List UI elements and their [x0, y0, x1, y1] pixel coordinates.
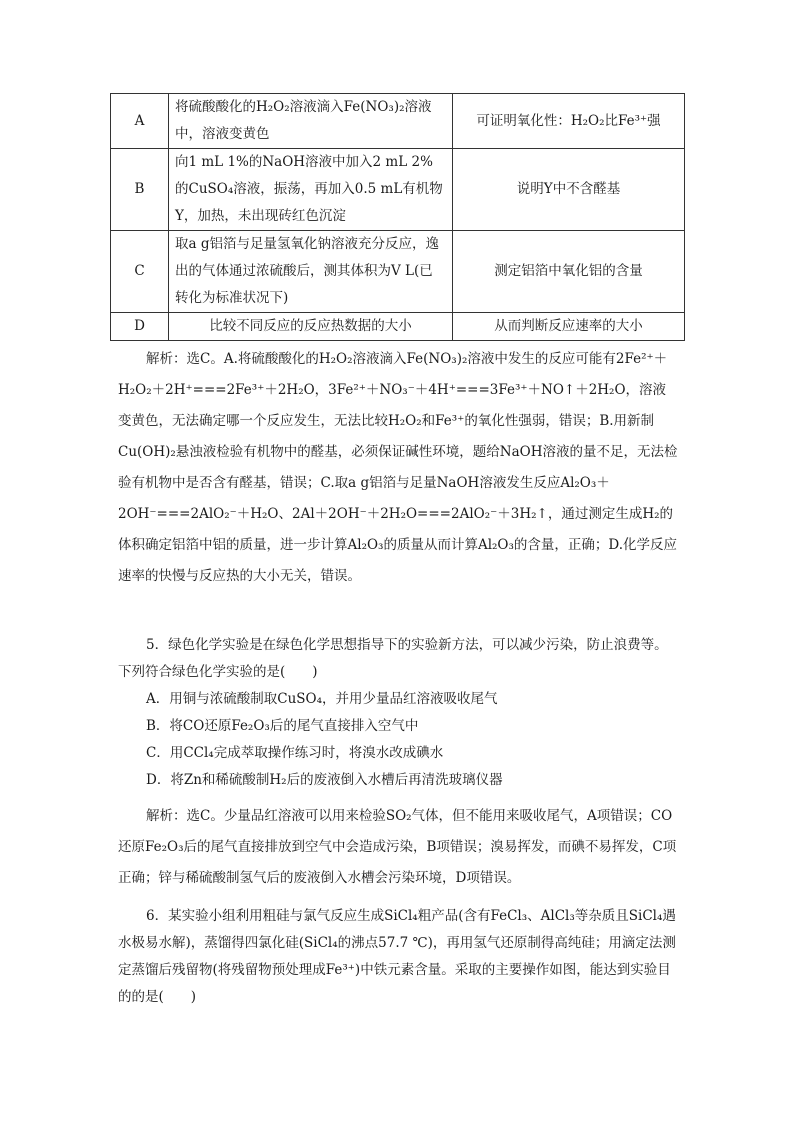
- row-operation: 取a g铝箔与足量氢氧化钠溶液充分反应，逸出的气体通过浓硫酸后，测其体积为V L(已转化为标准状况下): [169, 231, 453, 313]
- row-label: A: [111, 94, 169, 149]
- question-5-option-d: D．将Zn和稀硫酸制H₂后的废液倒入水槽后再清洗玻璃仪器: [146, 772, 503, 788]
- table-row: [111, 94, 685, 149]
- question-5-option-a: A．用铜与浓硫酸制取CuSO₄，并用少量品红溶液吸收尾气: [146, 691, 498, 707]
- row-conclusion: 说明Y中不含醛基: [453, 149, 685, 231]
- question-6-stem: 6．某实验小组利用粗硅与氯气反应生成SiCl₄粗产品(含有FeCl₃、AlCl₃等杂质且SiCl₄遇水极易水解)，蒸馏得四氯化硅(SiCl₄的沸点57.7 ℃)，再用氢气还原制得高纯硅；用滴定法测定蒸馏后残留物(将残留物预处理成Fe³⁺)中铁元素含量。采取的主要操作如图，能达到实验目的的是( ): [118, 908, 676, 1005]
- table-row: [111, 149, 685, 231]
- row-label: D: [111, 313, 169, 341]
- row-conclusion: 可证明氧化性：H₂O₂比Fe³⁺强: [453, 94, 685, 149]
- question-5-stem: 5．绿色化学实验是在绿色化学思想指导下的实验新方法，可以减少污染，防止浪费等。下列符合绿色化学实验的是( ): [118, 637, 668, 680]
- table-row: [111, 313, 685, 341]
- row-operation: 将硫酸酸化的H₂O₂溶液滴入Fe(NO₃)₂溶液中，溶液变黄色: [169, 94, 453, 149]
- experiment-table: [110, 93, 685, 341]
- solution-4-text: 解析：选C。A.将硫酸酸化的H₂O₂溶液滴入Fe(NO₃)₂溶液中发生的反应可能有2Fe²⁺＋H₂O₂＋2H⁺===2Fe³⁺＋2H₂O，3Fe²⁺＋NO₃⁻＋4H⁺===3Fe³⁺＋NO↑＋2H₂O，溶液变黄色，无法确定哪一个反应发生，无法比较H₂O₂和Fe³⁺的氧化性强弱，错误；B.用新制Cu(OH)₂悬浊液检验有机物中的醛基，必须保证碱性环境，题给NaOH溶液的量不足，无法检验有机物中是否含有醛基，错误；C.取a g铝箔与足量NaOH溶液发生反应Al₂O₃＋2OH⁻===2AlO₂⁻＋H₂O、2Al＋2OH⁻＋2H₂O===2AlO₂⁻＋3H₂↑，通过测定生成H₂的体积确定铝箔中铝的质量，进一步计算Al₂O₃的质量从而计算Al₂O₃的含量，正确；D.化学反应速率的快慢与反应热的大小无关，错误。: [118, 351, 678, 584]
- row-conclusion: 从而判断反应速率的大小: [453, 313, 685, 341]
- row-conclusion: 测定铝箔中氧化铝的含量: [453, 231, 685, 313]
- question-5-option-c: C．用CCl₄完成萃取操作练习时，将溴水改成碘水: [146, 745, 444, 761]
- row-operation: 向1 mL 1%的NaOH溶液中加入2 mL 2%的CuSO₄溶液，振荡，再加入0.5 mL有机物Y，加热，未出现砖红色沉淀: [169, 149, 453, 231]
- row-operation: 比较不同反应的反应热数据的大小: [169, 313, 453, 341]
- table-row: [111, 231, 685, 313]
- question-5-option-b: B．将CO还原Fe₂O₃后的尾气直接排入空气中: [146, 718, 419, 734]
- row-label: C: [111, 231, 169, 313]
- question-5-solution: 解析：选C。少量品红溶液可以用来检验SO₂气体，但不能用来吸收尾气，A项错误；CO还原Fe₂O₃后的尾气直接排放到空气中会造成污染，B项错误；溴易挥发，而碘不易挥发，C项正确；锌与稀硫酸制氢气后的废液倒入水槽会污染环境，D项错误。: [118, 808, 677, 886]
- row-label: B: [111, 149, 169, 231]
